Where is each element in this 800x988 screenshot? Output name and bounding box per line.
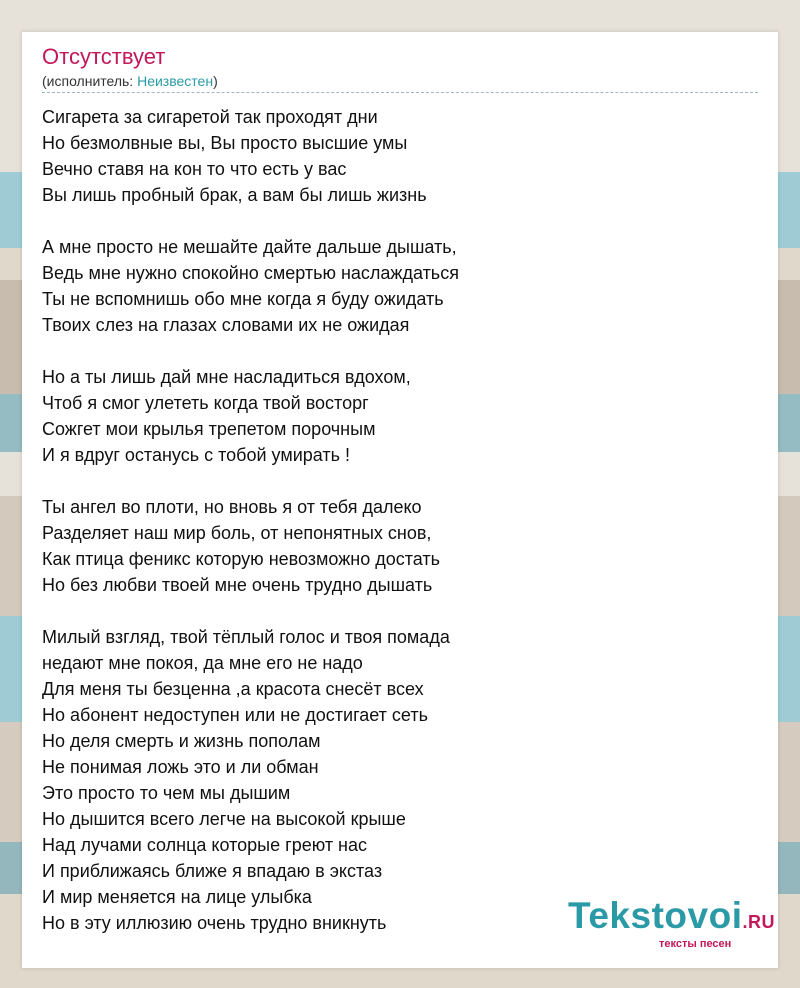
site-logo[interactable]: [548, 888, 778, 968]
lyric-line: Но без любви твоей мне очень трудно дышать: [42, 575, 433, 595]
lyric-line: Над лучами солнца которые греют нас: [42, 835, 368, 855]
stanza-2: [42, 234, 758, 338]
lyric-line: Но дышится всего легче на высокой крыше: [42, 809, 406, 829]
lyric-line: Это просто то чем мы дышим: [42, 783, 291, 803]
lyric-line: Но безмолвные вы, Вы просто высшие умы: [42, 133, 408, 153]
lyric-line: недают мне покоя, да мне его не надо: [42, 653, 363, 673]
lyric-line: И я вдруг останусь с тобой умирать !: [42, 445, 351, 465]
artist-link[interactable]: Неизвестен: [137, 73, 214, 89]
lyrics-text: [42, 104, 758, 962]
lyric-line: Не понимая ложь это и ли обман: [42, 757, 319, 777]
title-divider: [42, 92, 758, 93]
lyric-line: Для меня ты безценна ,а красота снесёт всех: [42, 679, 424, 699]
artist-prefix: (исполнитель:: [42, 73, 138, 89]
lyric-line: Вы лишь пробный брак, а вам бы лишь жизнь: [42, 185, 427, 205]
stanza-3: [42, 364, 758, 468]
song-title: Отсутствует: [42, 44, 166, 69]
logo-tld: .RU: [742, 912, 775, 932]
lyric-line: Ты не вспомнишь обо мне когда я буду ожидать: [42, 289, 444, 309]
lyric-line: И приближаясь ближе я впадаю в экстаз: [42, 861, 383, 881]
logo-name: Tekstovoi: [568, 895, 743, 936]
lyric-line: Вечно ставя на кон то что есть у вас: [42, 159, 347, 179]
artist-suffix: ): [213, 73, 218, 89]
lyric-line: Но деля смерть и жизнь пополам: [42, 731, 321, 751]
lyric-line: Сигарета за сигаретой так проходят дни: [42, 107, 378, 127]
lyric-line: А мне просто не мешайте дайте дальше дышать,: [42, 237, 457, 257]
lyric-line: Твоих слез на глазах словами их не ожидая: [42, 315, 410, 335]
lyrics-card: [22, 32, 778, 968]
lyric-line: Как птица феникс которую невозможно достать: [42, 549, 441, 569]
lyric-line: Чтоб я смог улететь когда твой восторг: [42, 393, 369, 413]
lyric-line: Разделяет наш мир боль, от непонятных снов,: [42, 523, 432, 543]
logo-tagline: тексты песен: [659, 938, 732, 950]
logo-wordmark: [568, 894, 775, 944]
lyric-line: Но абонент недоступен или не достигает сеть: [42, 705, 428, 725]
stanza-1: [42, 104, 758, 208]
lyric-line: Милый взгляд, твой тёплый голос и твоя помада: [42, 627, 450, 647]
artist-line: [42, 72, 218, 90]
lyric-line: И мир меняется на лице улыбка: [42, 887, 312, 907]
lyric-line: Сожгет мои крылья трепетом порочным: [42, 419, 376, 439]
lyric-line: Ты ангел во плоти, но вновь я от тебя далеко: [42, 497, 422, 517]
lyric-line: Но а ты лишь дай мне насладиться вдохом,: [42, 367, 411, 387]
lyric-line: Ведь мне нужно спокойно смертью наслаждаться: [42, 263, 459, 283]
lyric-line: Но в эту иллюзию очень трудно вникнуть: [42, 913, 387, 933]
stanza-4: [42, 494, 758, 598]
